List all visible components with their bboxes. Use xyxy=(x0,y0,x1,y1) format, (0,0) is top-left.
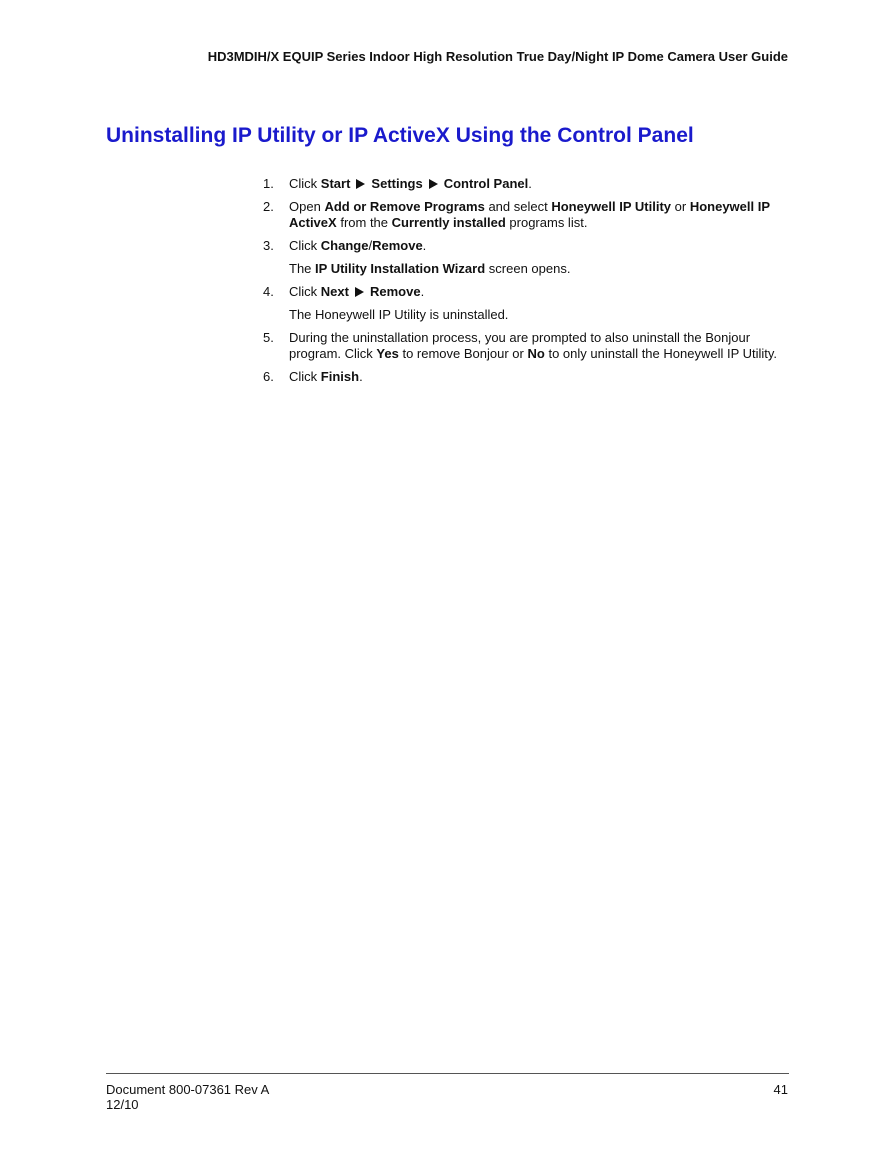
footer-divider xyxy=(106,1073,789,1074)
step-number: 5. xyxy=(263,330,274,345)
step-number: 6. xyxy=(263,369,274,384)
step-4-note: The Honeywell IP Utility is uninstalled. xyxy=(289,307,509,322)
ui-term-start: Start xyxy=(320,176,351,191)
menu-arrow-icon xyxy=(355,287,364,297)
ui-term-finish: Finish xyxy=(320,369,360,384)
ui-term-next: Next xyxy=(320,284,349,299)
ui-term-no: No xyxy=(527,346,545,361)
step-6 xyxy=(263,369,793,385)
step-4 xyxy=(263,284,793,300)
ui-term-remove: Remove xyxy=(369,284,421,299)
running-header: HD3MDIH/X EQUIP Series Indoor High Resolution True Day/Night IP Dome Camera User Guide xyxy=(207,49,788,64)
step-text: Click Next Remove. xyxy=(289,284,425,299)
step-3-note: The IP Utility Installation Wizard screen opens. xyxy=(289,261,571,276)
step-text: Click Start Settings Control Panel. xyxy=(289,176,532,191)
section-title: Uninstalling IP Utility or IP ActiveX Using the Control Panel xyxy=(106,124,694,147)
document-date: 12/10 xyxy=(106,1097,139,1112)
ui-term-settings: Settings xyxy=(371,176,423,191)
ui-term-yes: Yes xyxy=(376,346,399,361)
step-number: 1. xyxy=(263,176,274,191)
step-5 xyxy=(263,330,793,362)
ui-term-remove: Remove xyxy=(372,238,423,253)
page-number: 41 xyxy=(773,1082,788,1097)
menu-arrow-icon xyxy=(356,179,365,189)
ui-term-change: Change xyxy=(320,238,369,253)
ui-term-honeywell-ip-utility: Honeywell IP Utility xyxy=(551,199,672,214)
ui-term-add-remove-programs: Add or Remove Programs xyxy=(324,199,485,214)
step-2 xyxy=(263,199,793,231)
ui-term-installation-wizard: IP Utility Installation Wizard xyxy=(315,261,486,276)
uninstall-steps-list xyxy=(263,176,793,392)
ui-term-control-panel: Control Panel xyxy=(443,176,529,191)
ui-term-honeywell-ip-activex: Honeywell IP ActiveX xyxy=(289,199,770,230)
footer-document-info xyxy=(106,1082,269,1112)
step-3 xyxy=(263,238,793,254)
menu-arrow-icon xyxy=(429,179,438,189)
step-text: Open Add or Remove Programs and select Honeywell IP Utility or Honeywell IP ActiveX from the Currently installed programs list. xyxy=(289,199,770,230)
step-text: Click Change/Remove. xyxy=(289,238,427,253)
step-text: Click Finish. xyxy=(289,369,363,384)
step-1 xyxy=(263,176,793,192)
step-number: 4. xyxy=(263,284,274,299)
step-text: During the uninstallation process, you are prompted to also uninstall the Bonjour program. Click Yes to remove Bonjour or No to only uninstall the Honeywell IP Utility. xyxy=(289,330,778,361)
document-number: Document 800-07361 Rev A xyxy=(106,1082,270,1097)
step-number: 3. xyxy=(263,238,274,253)
ui-term-currently-installed: Currently installed xyxy=(391,215,506,230)
step-number: 2. xyxy=(263,199,274,214)
